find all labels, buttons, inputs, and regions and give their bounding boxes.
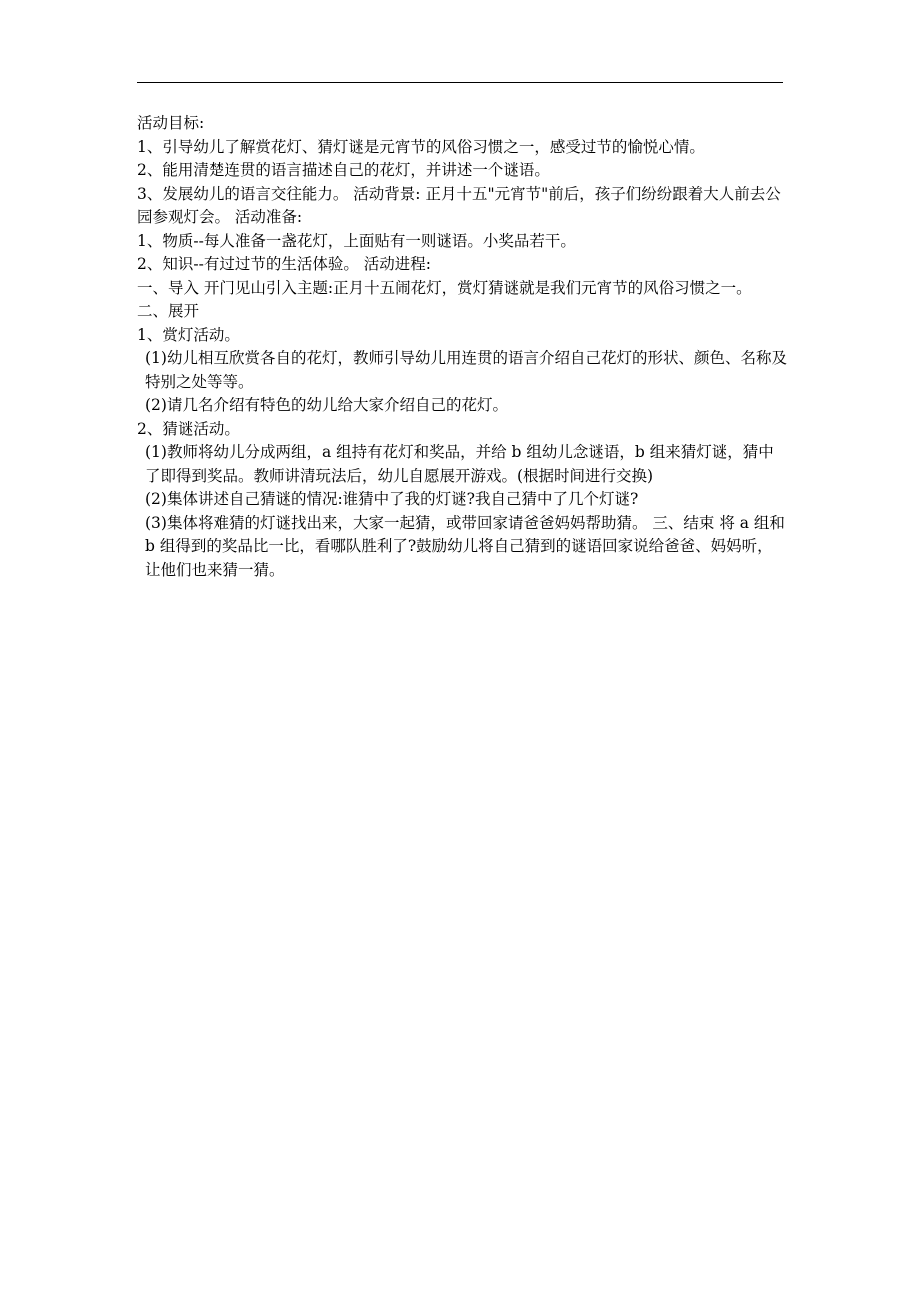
lantern-step-1: (1)幼儿相互欣赏各自的花灯，教师引导幼儿用连贯的语言介绍自己花灯的形状、颜色、名称及特别之处等等。 [145,349,787,391]
document-body [137,112,787,582]
lantern-step-2: (2)请几名介绍有特色的幼儿给大家介绍自己的花灯。 [145,396,508,414]
goal-item-2: 2、能用清楚连贯的语言描述自己的花灯，并讲述一个谜语。 [137,161,550,179]
activity-riddle-guessing: 2、猜谜活动。 [137,419,240,438]
riddle-step-1: (1)教师将幼儿分成两组，a 组持有花灯和奖品，并给 b 组幼儿念谜语，b 组来猜灯谜，猜中了即得到奖品。教师讲清玩法后，幼儿自愿展开游戏。(根据时间进行交换) [145,443,774,485]
process-step-develop: 二、展开 [137,302,200,320]
preparation-item-1: 1、物质--每人准备一盏花灯，上面贴有一则谜语。小奖品若干。 [137,231,576,250]
riddle-step-2: (2)集体讲述自己猜谜的情况:谁猜中了我的灯谜?我自己猜中了几个灯谜? [145,490,639,508]
preparation-item-2-process: 2、知识--有过过节的生活体验。 活动进程: [137,255,431,273]
section-heading-goals: 活动目标: [137,114,205,132]
header-divider [137,82,783,83]
activity-lantern-viewing: 1、赏灯活动。 [137,325,240,344]
goal-item-1: 1、引导幼儿了解赏花灯、猜灯谜是元宵节的风俗习惯之一，感受过节的愉悦心情。 [137,137,705,156]
riddle-step-3-conclusion: (3)集体将难猜的灯谜找出来，大家一起猜，或带回家请爸爸妈妈帮助猜。 三、结束 将 a 组和 b 组得到的奖品比一比，看哪队胜利了?鼓励幼儿将自己猜到的谜语回家说给爸爸、妈妈听，让他们也来猜一猜。 [145,513,785,579]
goal-item-3-background-preparation: 3、发展幼儿的语言交往能力。 活动背景: 正月十五"元宵节"前后，孩子们纷纷跟着大人前去公园参观灯会。 活动准备: [137,184,781,226]
process-step-intro: 一、导入 开门见山引入主题:正月十五闹花灯，赏灯猜谜就是我们元宵节的风俗习惯之一。 [137,278,752,297]
